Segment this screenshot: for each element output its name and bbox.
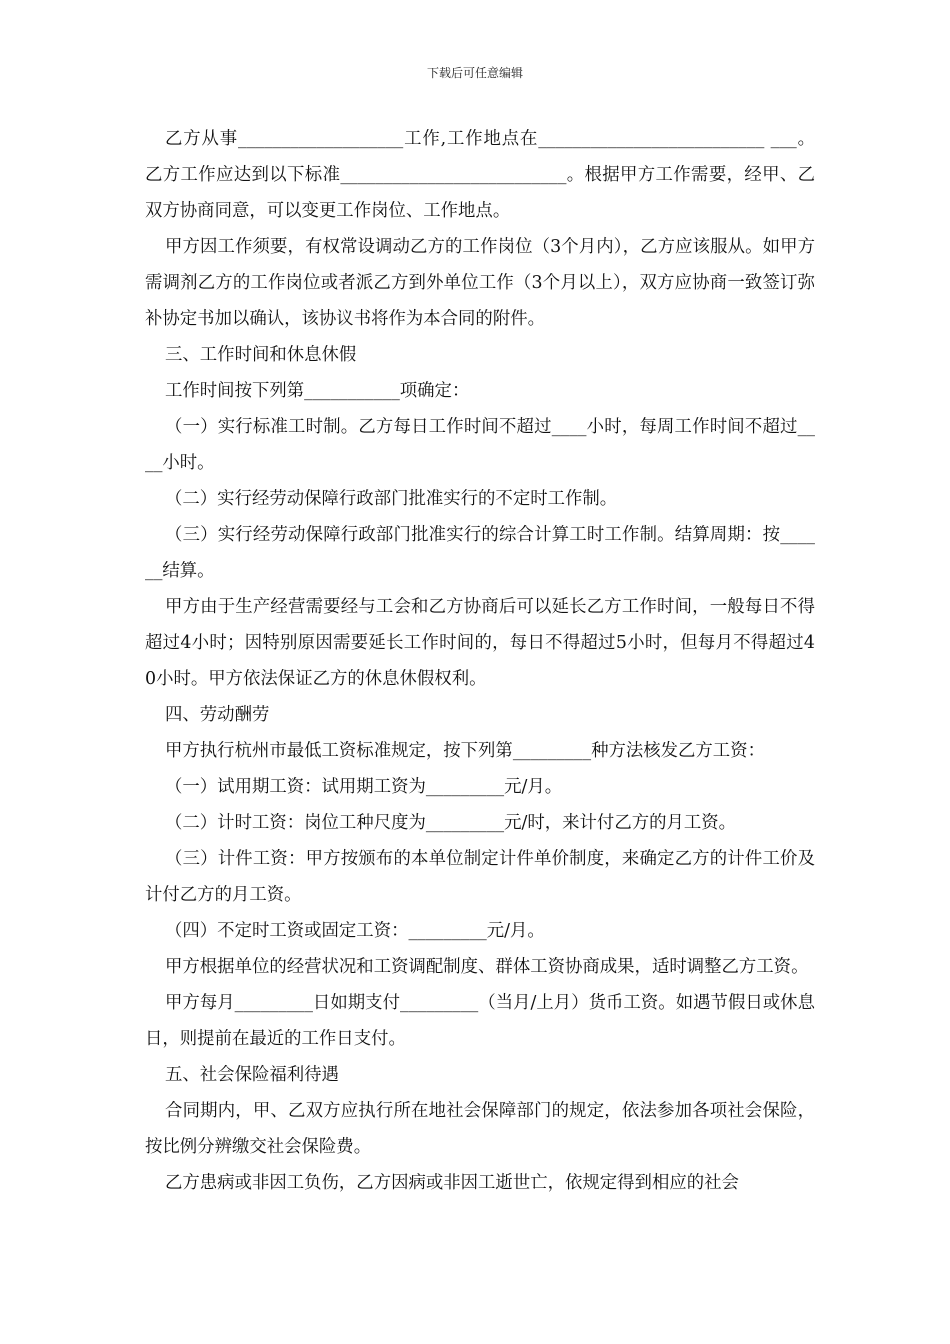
page-header-note: 下载后可任意编辑 xyxy=(426,66,523,80)
paragraph-comprehensive-hours: （三）实行经劳动保障行政部门批准实行的综合计算工时工作制。结算周期：按______结算。 xyxy=(145,525,815,581)
paragraph-insurance-contribution: 合同期内，甲、乙双方应执行所在地社会保障部门的规定，依法参加各项社会保险，按比例分辨缴交社会保险费。 xyxy=(145,1101,815,1157)
paragraph-wage-method: 甲方执行杭州市最低工资标准规定，按下列第_________种方法核发乙方工资： xyxy=(165,741,765,761)
section-heading-remuneration: 四、劳动酬劳 xyxy=(165,705,270,725)
paragraph-probation-wage: （一）试用期工资：试用期工资为_________元/月。 xyxy=(165,777,563,797)
paragraph-piece-wage: （三）计件工资：甲方按颁布的本单位制定计件单价制度，来确定乙方的计件工价及计付乙方的月工资。 xyxy=(145,849,815,905)
section-heading-working-hours: 三、工作时间和休息休假 xyxy=(165,345,357,365)
paragraph-fixed-wage: （四）不定时工资或固定工资：_________元/月。 xyxy=(165,921,545,941)
paragraph-job-transfer: 甲方因工作须要，有权常设调动乙方的工作岗位（3个月内），乙方应该服从。如甲方需调剂乙方的工作岗位或者派乙方到外单位工作（3个月以上），双方应协商一致签订弥补协定书加以确认，该协议书将作为本合同的附件。 xyxy=(145,237,815,329)
paragraph-illness-injury: 乙方患病或非因工负伤，乙方因病或非因工逝世亡，依规定得到相应的社会 xyxy=(165,1173,739,1193)
paragraph-work-location: 乙方从事___________________工作,工作地点在__________________________ ___。乙方工作应达到以下标准__________________________。根据甲方工作需要，经甲、乙双方协商同意，可以变更工作岗位、工作地点。 xyxy=(145,129,815,221)
paragraph-overtime: 甲方由于生产经营需要经与工会和乙方协商后可以延长乙方工作时间，一般每日不得超过4小时；因特别原因需要延长工作时间的，每日不得超过5小时，但每月不得超过40小时。甲方依法保证乙方的休息休假权利。 xyxy=(145,597,815,689)
paragraph-wage-adjustment: 甲方根据单位的经营状况和工资调配制度、群体工资协商成果，适时调整乙方工资。 xyxy=(165,957,809,977)
document-body xyxy=(145,121,815,1201)
paragraph-standard-hours: （一）实行标准工时制。乙方每日工作时间不超过____小时，每周工作时间不超过____小时。 xyxy=(145,417,815,473)
section-heading-social-insurance: 五、社会保险福利待遇 xyxy=(165,1065,339,1085)
paragraph-pay-date: 甲方每月_________日如期支付_________（当月/上月）货币工资。如遇节假日或休息日，则提前在最近的工作日支付。 xyxy=(145,993,815,1049)
paragraph-hourly-wage: （二）计时工资：岗位工种尺度为_________元/时，来计付乙方的月工资。 xyxy=(165,813,737,833)
paragraph-flexible-hours: （二）实行经劳动保障行政部门批准实行的不定时工作制。 xyxy=(165,489,618,509)
paragraph-hours-option: 工作时间按下列第___________项确定： xyxy=(165,381,470,401)
